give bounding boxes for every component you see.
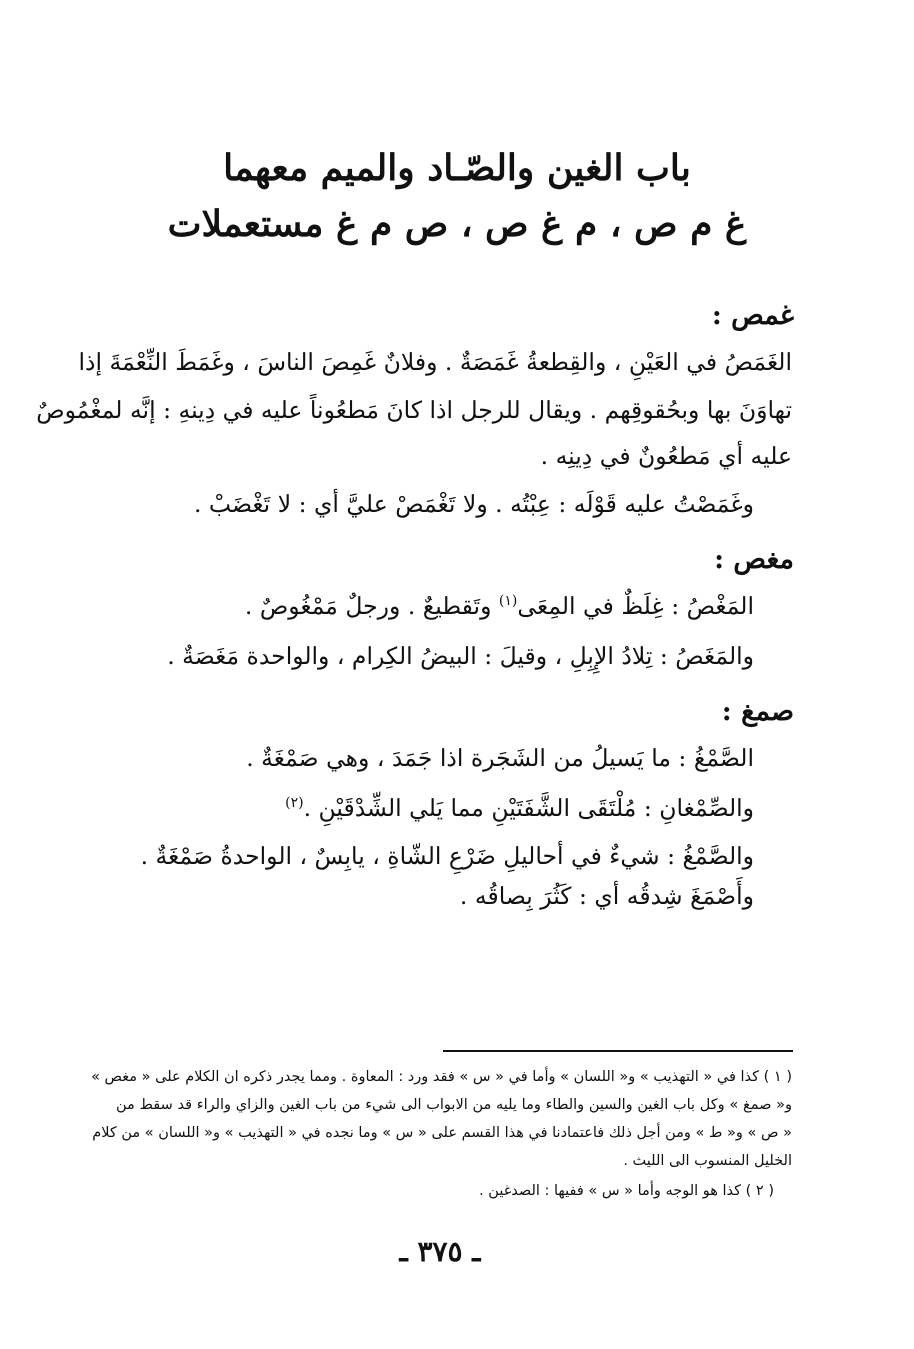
footnote-2: ( ٢ ) كذا هو الوجه وأما « س » ففيها : الصدغين . bbox=[479, 1183, 774, 1199]
footnote-1-line-3: « ص » و« ط » ومن أجل ذلك فاعتمادنا في هذا القسم على « س » وما نجده في « التهذيب » و« اللسان » من كلام bbox=[92, 1125, 792, 1141]
entry-maghs-line-2: والمَغَصُ : تِلادُ الإِبِلِ ، وقيلَ : البيضُ الكِرام ، والواحدة مَغَصَةٌ . bbox=[167, 642, 754, 670]
footnote-ref-1: (١) bbox=[498, 593, 518, 610]
entry-samgh-line-2-text: والصِّمْغانِ : مُلْتَقَى الشَّفَتَيْنِ مما يَلي الشِّدْقَيْنِ . bbox=[303, 794, 754, 822]
entry-samgh-line-3: والصَّمْغُ : شيءٌ في أحاليلِ ضَرْعِ الشّاةِ ، يابِسٌ ، الواحدةُ صَمْغَةٌ . bbox=[140, 842, 754, 870]
entry-ghams-line-2: تهاوَنَ بها وبحُقوقِهم . ويقال للرجل اذا كانَ مَطعُوناً عليه في دِينهِ : إنَّه لمغْمُوصٌ bbox=[36, 396, 792, 424]
entry-maghs-line-1 bbox=[245, 586, 754, 626]
entry-maghs-line-1-text: المَغْصُ : غِلَظٌ في المِعَى bbox=[517, 592, 754, 620]
entry-samgh-line-1: الصَّمْغُ : ما يَسيلُ من الشَجَرة اذا جَمَدَ ، وهي صَمْغَةٌ . bbox=[246, 744, 754, 772]
footnote-1-line-4: الخليل المنسوب الى الليث . bbox=[623, 1153, 792, 1169]
chapter-subtitle: غ م ص ، م غ ص ، ص م غ مستعملات bbox=[167, 203, 747, 245]
entry-samgh-line-2 bbox=[285, 788, 754, 828]
footnote-1-line-2: و« صمغ » وكل باب الغين والسين والطاء وما يليه من الابواب الى شيء من باب الغين والزاي والراء قد سقط من bbox=[116, 1097, 792, 1113]
entry-headword-samgh: صمغ : bbox=[721, 696, 794, 727]
chapter-title: باب الغين والصّـاد والميم معهما bbox=[223, 147, 691, 189]
page-number: ـ ٣٧٥ ـ bbox=[399, 1235, 481, 1268]
footnote-divider bbox=[443, 1050, 793, 1052]
entry-maghs-line-1-rest: وتَقطيعٌ . ورجلٌ مَمْغُوصٌ . bbox=[244, 592, 499, 620]
footnote-1-line-1: ( ١ ) كذا في « التهذيب » و« اللسان » وأما في « س » فقد ورد : المعاوة . ومما يجدر ذكره ان الكلام على « مغص » bbox=[91, 1069, 792, 1085]
entry-ghams-line-3: عليه أي مَطعُونٌ في دِينِه . bbox=[540, 442, 792, 470]
entry-samgh-line-4: وأَصْمَغَ شِدقُه أي : كَثُرَ بِصاقُه . bbox=[459, 882, 754, 910]
footnote-ref-2: (٢) bbox=[285, 795, 304, 812]
entry-headword-ghams: غمص : bbox=[711, 300, 794, 331]
entry-ghams-line-4: وغَمَصْتُ عليه قَوْلَه : عِبْتُه . ولا تَغْمَصْ عليَّ أي : لا تَغْضَبْ . bbox=[193, 490, 754, 518]
entry-headword-maghs: مغص : bbox=[714, 544, 794, 575]
entry-ghams-line-1: الغَمَصُ في العَيْنِ ، والقِطعةُ غَمَصَةٌ . وفلانٌ غَمِصَ الناسَ ، وغَمَطَ النِّعْمَةَ إذا bbox=[78, 348, 792, 376]
